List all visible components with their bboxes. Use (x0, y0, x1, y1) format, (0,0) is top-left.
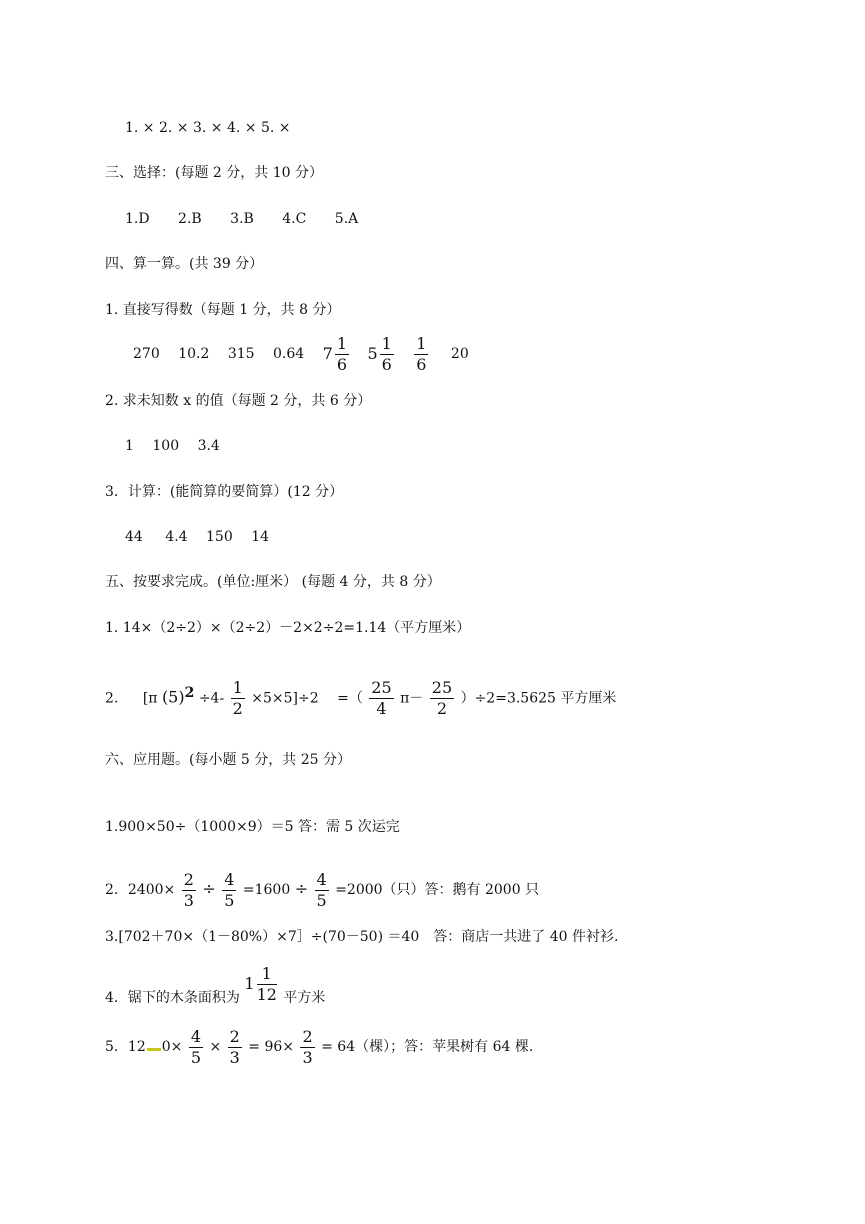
sec6-q3: 3.[702＋70×（1－80%）×7］÷(70－50) ＝40 答：商店一共进了 40 件衬衫. (105, 929, 619, 945)
expr: ÷ (294, 879, 309, 898)
item-number: 2. (105, 690, 119, 707)
sec4-q1-title: 1. 直接写得数（每题 1 分，共 8 分） (105, 302, 341, 318)
expr: = 64（棵）；答：苹果树有 64 棵. (321, 1039, 534, 1055)
mixed-number (244, 962, 279, 1006)
sec6-q1: 1.900×50÷（1000×9）＝5 答：需 5 次运完 (105, 819, 400, 835)
fraction: $\frac{2}{3}$ (302, 1026, 313, 1067)
answer-3: 3.B (230, 211, 254, 227)
sec6-q5 (105, 1025, 533, 1069)
value: 315 (227, 346, 255, 362)
whole: 7 (322, 344, 333, 363)
fraction: $\frac{1}{6}$ (336, 333, 347, 374)
sec6-q2 (105, 867, 539, 912)
fraction: $\frac{1}{2}$ (232, 678, 243, 719)
value: 1 (125, 438, 134, 454)
value: 3.4 (197, 438, 220, 454)
value: 20 (450, 346, 469, 362)
whole: 1 (244, 974, 255, 993)
value: 4.4 (165, 529, 188, 545)
expr: ×5×5]÷2 (251, 690, 319, 707)
expr: π－ (400, 690, 424, 707)
expr: =2000（只）答：鹅有 2000 只 (335, 882, 540, 898)
expr: × (209, 1039, 222, 1055)
value: 0.64 (273, 346, 305, 362)
sec3-title: 三、选择：(每题 2 分，共 10 分） (105, 165, 323, 181)
answer-2: 2.B (178, 211, 202, 227)
answer-1: 1.D (125, 211, 150, 227)
value: 10.2 (178, 346, 210, 362)
expr: (5) (161, 687, 185, 707)
whole: 5 (367, 344, 378, 363)
fraction: $\frac{4}{5}$ (190, 1026, 202, 1067)
sec4-q2-title: 2. 求未知数 x 的值（每题 2 分，共 6 分） (105, 393, 372, 409)
expr: [π (142, 690, 158, 707)
exponent: 2 (184, 685, 195, 701)
sec4-q3-answers (125, 527, 269, 547)
fraction: $\frac{1}{12}$ (256, 963, 277, 1004)
expr: 2．2400× (105, 882, 176, 898)
value: 270 (133, 346, 160, 362)
value: 150 (206, 529, 233, 545)
expr: ）÷2=3.5625 平方厘米 (460, 690, 617, 707)
highlight-mark (147, 1048, 161, 1051)
sec2-answers: 1. × 2. × 3. × 4. × 5. × (125, 120, 291, 136)
sec4-q1-answers (133, 332, 469, 376)
fraction: $\frac{25}{4}$ (371, 678, 392, 719)
fraction: $\frac{2}{3}$ (183, 869, 194, 910)
value: 44 (125, 529, 143, 545)
expr: 5．12 (105, 1039, 146, 1055)
expr: 0× (161, 1039, 183, 1055)
sec5-title: 五、按要求完成。(单位:厘米） (每题 4 分，共 8 分） (105, 574, 441, 590)
expr: = 96× (248, 1039, 295, 1055)
sec6-q4 (105, 963, 326, 1020)
sec5-q2 (105, 671, 616, 721)
value: 14 (251, 529, 270, 545)
answer-4: 4.C (282, 211, 307, 227)
value: 100 (152, 438, 180, 454)
sec6-title: 六、应用题。(每小题 5 分，共 25 分） (105, 752, 351, 768)
expr: 4．锯下的木条面积为 (105, 990, 240, 1006)
fraction: $\frac{25}{2}$ (431, 678, 453, 719)
expr: 平方米 (283, 990, 326, 1006)
sec4-q3-title: 3．计算：(能简算的要简算）(12 分） (105, 484, 344, 500)
fraction: $\frac{4}{5}$ (224, 869, 235, 910)
fraction: $\frac{1}{6}$ (416, 333, 427, 374)
fraction: $\frac{2}{3}$ (229, 1026, 240, 1067)
mixed-number (367, 332, 395, 376)
answer-5: 5.A (334, 211, 359, 227)
sec3-answers (125, 209, 358, 229)
sec4-q2-answers (125, 436, 220, 456)
fraction: $\frac{1}{6}$ (381, 333, 392, 374)
expr: =（ (337, 690, 363, 707)
sec4-title: 四、算一算。(共 39 分） (105, 256, 264, 272)
sec5-q1: 1. 14×（2÷2）×（2÷2）－2×2÷2=1.14（平方厘米） (105, 620, 471, 636)
expr: =1600 (242, 882, 291, 898)
expr: ÷4- (198, 690, 225, 707)
mixed-number (323, 332, 351, 376)
expr: ÷ (202, 879, 216, 898)
fraction: $\frac{4}{5}$ (316, 869, 327, 910)
